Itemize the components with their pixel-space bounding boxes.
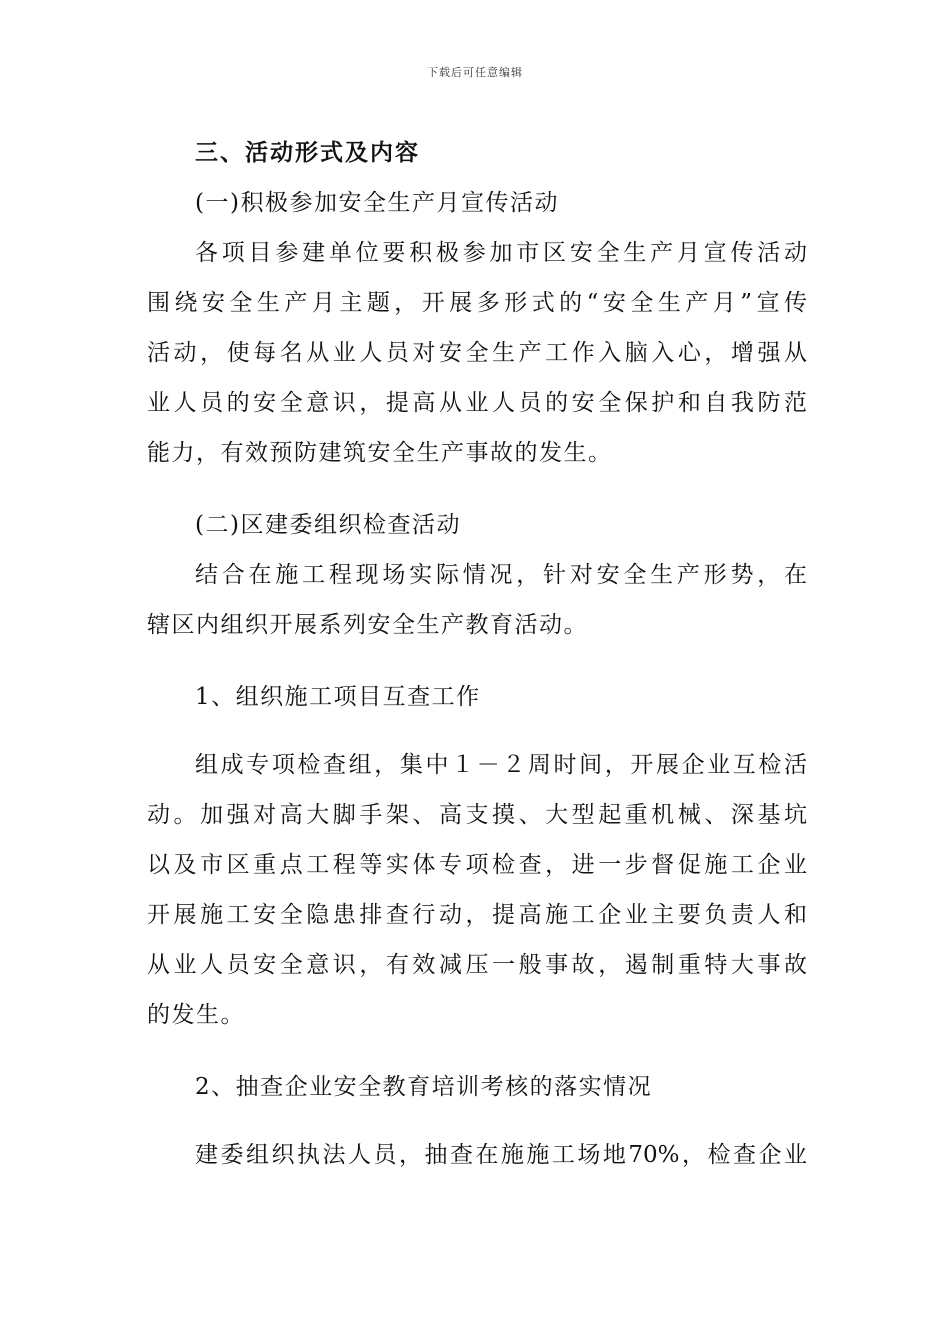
paragraph-line: 围绕安全生产月主题，开展多形式的“安全生产月”宣传	[147, 290, 807, 316]
paragraph-line: 从业人员安全意识，有效减压一般事故，遏制重特大事故	[147, 952, 807, 978]
paragraph-line: 业人员的安全意识，提高从业人员的安全保护和自我防范	[147, 390, 807, 416]
paragraph-line: 活动，使每名从业人员对安全生产工作入脑入心，增强从	[147, 340, 807, 366]
item-heading-2: 2、抽查企业安全教育培训考核的落实情况	[195, 1074, 653, 1100]
paragraph-line: 以及市区重点工程等实体专项检查，进一步督促施工企业	[147, 852, 807, 878]
paragraph-line: 组成专项检查组，集中１－２周时间，开展企业互检活	[195, 752, 807, 778]
paragraph-line: 动。加强对高大脚手架、高支摸、大型起重机械、深基坑	[147, 802, 807, 828]
paragraph-line: 的发生。	[147, 1002, 245, 1028]
paragraph-line: 辖区内组织开展系列安全生产教育活动。	[147, 612, 588, 638]
item-heading-1: 1、组织施工项目互查工作	[195, 684, 481, 710]
section-title: 三、活动形式及内容	[195, 140, 420, 166]
page-header-note: 下载后可任意编辑	[427, 66, 523, 79]
paragraph-line: 各项目参建单位要积极参加市区安全生产月宣传活动	[195, 240, 807, 266]
document-body	[147, 128, 807, 1180]
subsection-heading-2: (二)区建委组织检查活动	[195, 512, 461, 538]
paragraph-line: 开展施工安全隐患排查行动，提高施工企业主要负责人和	[147, 902, 807, 928]
paragraph-line: 建委组织执法人员，抽查在施施工场地70%，检查企业	[195, 1142, 807, 1168]
paragraph-line: 结合在施工程现场实际情况，针对安全生产形势，在	[195, 562, 807, 588]
subsection-heading-1: (一)积极参加安全生产月宣传活动	[195, 190, 559, 216]
paragraph-line: 能力，有效预防建筑安全生产事故的发生。	[147, 440, 613, 466]
